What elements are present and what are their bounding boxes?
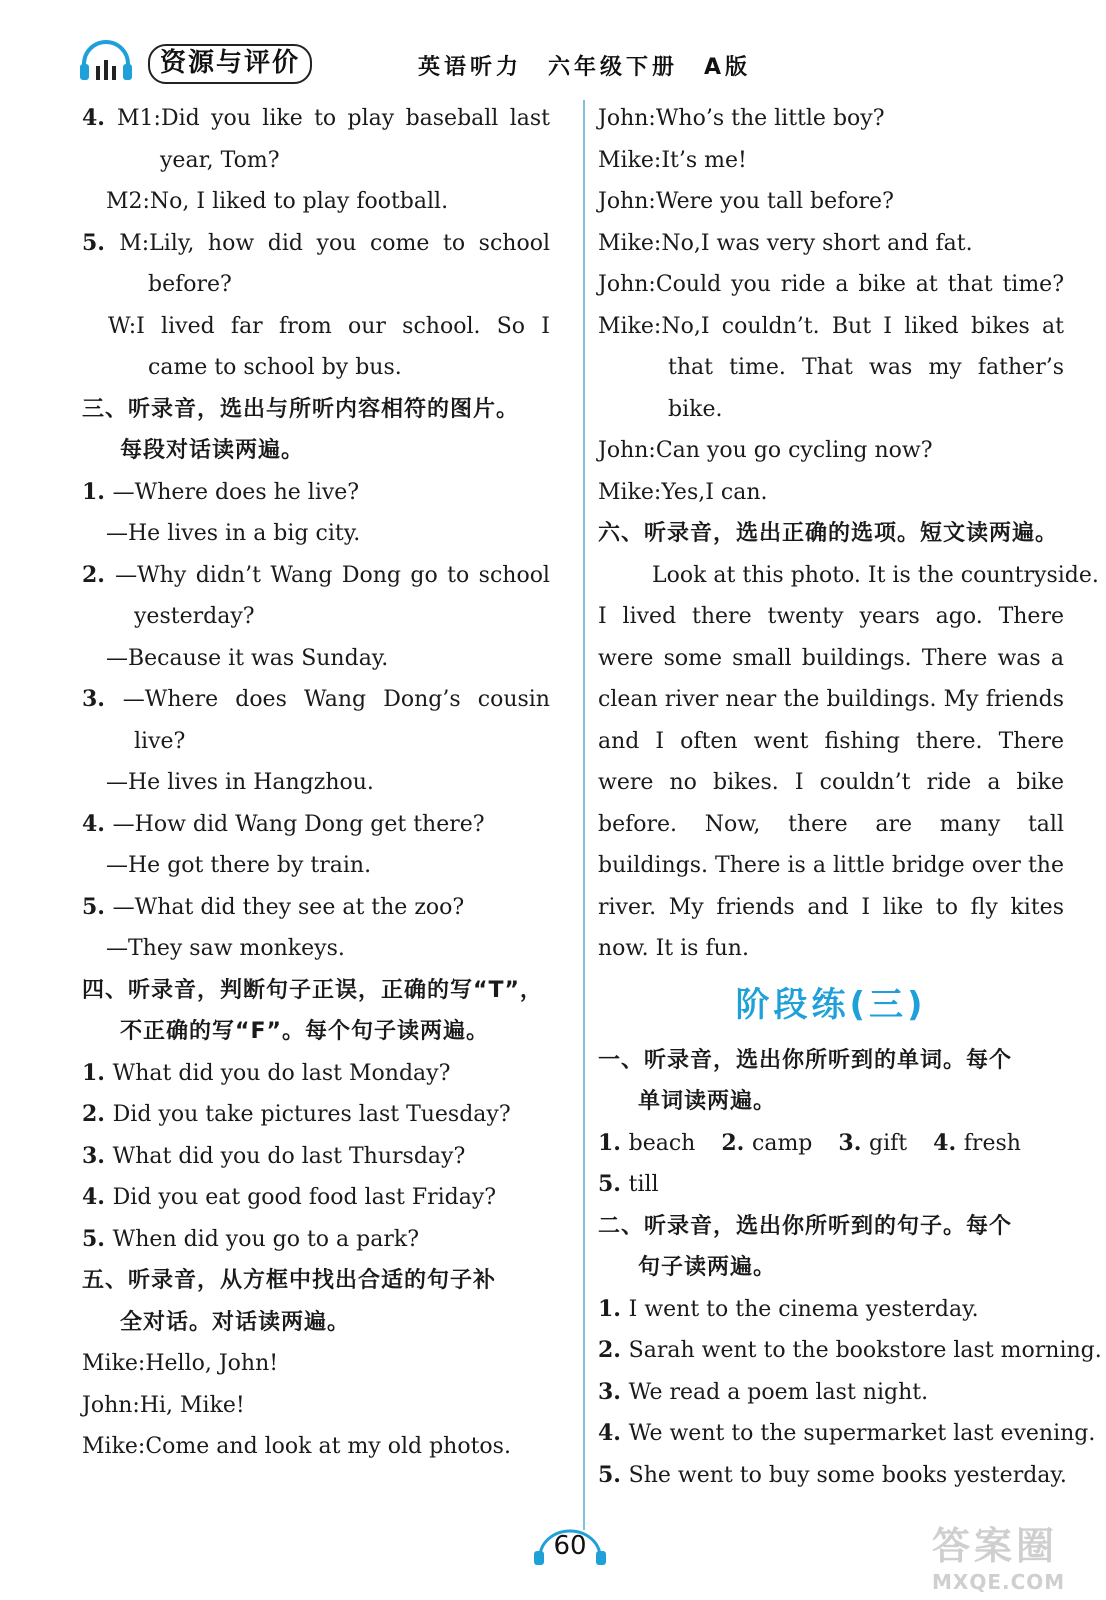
line-text: —Where does he live? — [112, 479, 360, 505]
line-text: —What did they see at the zoo? — [112, 894, 465, 920]
text-line — [82, 140, 550, 182]
page-header — [78, 40, 1038, 86]
line-text: M:Lily, how did you come to school — [119, 230, 550, 256]
left-column — [82, 98, 550, 1468]
line-text: clean river near the buildings. My friends — [598, 687, 1064, 712]
line-content — [598, 679, 1064, 721]
text-line — [598, 98, 1064, 140]
text-line — [598, 638, 1064, 680]
line-content — [598, 148, 747, 173]
line-text: What did you do last Monday? — [112, 1060, 451, 1086]
line-text: We went to the supermarket last evening. — [628, 1421, 1096, 1446]
section-heading: 三、听录音，选出与所听内容相符的图片。 — [82, 396, 520, 422]
line-text: —They saw monkeys. — [106, 936, 345, 961]
numbered-line — [82, 223, 550, 265]
line-content — [598, 480, 768, 505]
word-item: camp — [752, 1130, 813, 1156]
line-text: —Why didn’t Wang Dong go to school — [115, 562, 550, 588]
line-text: John:Were you tall before? — [598, 189, 894, 214]
item-number: 5. — [598, 1461, 629, 1488]
headphones-icon — [78, 40, 134, 84]
watermark-bottom: MXQE.COM — [932, 1570, 1066, 1594]
line-text: were some small buildings. There was a — [598, 645, 1064, 671]
line-content — [82, 1061, 450, 1086]
line-text: —He lives in a big city. — [106, 521, 361, 546]
line-text: were no bikes. I couldn’t ride a bike — [598, 770, 1064, 795]
text-line — [598, 804, 1064, 846]
line-content — [668, 397, 722, 422]
item-number: 4. — [82, 810, 113, 837]
section-heading: 二、听录音，选出你所听到的句子。每个 — [598, 1213, 1013, 1239]
word-item: gift — [869, 1130, 908, 1156]
brand-title: 资源与评价 — [148, 44, 312, 84]
numbered-line — [598, 1164, 1064, 1206]
line-text: buildings. There is a little bridge over the — [598, 853, 1064, 878]
section-heading: 单词读两遍。 — [638, 1089, 777, 1114]
numbered-line — [598, 1455, 1067, 1497]
text-line — [82, 1343, 550, 1385]
line-text: live? — [134, 728, 186, 754]
numbered-line — [598, 1289, 1064, 1331]
numbered-line — [82, 679, 550, 721]
section-heading: 句子读两遍。 — [638, 1255, 777, 1280]
line-text: M2:No, I liked to play football. — [106, 189, 449, 214]
section-heading: 一、听录音，选出你所听到的单词。每个 — [598, 1047, 1013, 1073]
line-content — [598, 1338, 1102, 1363]
line-content — [82, 223, 550, 265]
line-content — [82, 555, 550, 597]
numbered-line — [82, 472, 550, 514]
numbered-line — [82, 98, 550, 140]
line-content — [108, 306, 550, 348]
line-content — [652, 555, 1099, 597]
text-line — [598, 306, 1064, 348]
section-heading: 每段对话读两遍。 — [120, 438, 305, 463]
stage-heading: 阶段练(三) — [735, 984, 927, 1025]
line-content — [134, 729, 185, 754]
text-line — [82, 264, 550, 306]
text-line — [82, 638, 550, 680]
item-number: 1. — [598, 1295, 629, 1322]
line-text: John:Hi, Mike! — [82, 1392, 245, 1418]
line-content — [598, 1421, 1095, 1446]
item-number: 5. — [82, 1225, 113, 1252]
text-line — [598, 389, 1064, 431]
line-text: Sarah went to the bookstore last morning. — [628, 1338, 1102, 1363]
line-content — [82, 1102, 511, 1127]
text-line — [598, 472, 1064, 514]
line-content — [598, 438, 933, 463]
text-line — [598, 887, 1064, 929]
line-content — [598, 1380, 928, 1405]
text-line — [82, 181, 550, 223]
word-item: fresh — [963, 1130, 1021, 1156]
item-number: 3. — [82, 1142, 113, 1169]
line-text: bike. — [668, 396, 723, 422]
line-content — [106, 770, 374, 795]
line-content — [160, 148, 280, 173]
line-content — [598, 596, 1064, 638]
line-text: Mike:Hello, John! — [82, 1351, 279, 1376]
numbered-line — [598, 1413, 1096, 1455]
line-text: Mike:No,I was very short and fat. — [598, 230, 973, 256]
line-content — [106, 853, 371, 878]
item-number: 5. — [82, 229, 120, 256]
section-heading: 全对话。对话读两遍。 — [120, 1309, 351, 1335]
line-text: Did you take pictures last Tuesday? — [112, 1102, 511, 1127]
item-number: 5. — [82, 893, 113, 920]
line-text: John:Could you ride a bike at that time? — [598, 272, 1064, 297]
line-text: Mike:No,I couldn’t. But I liked bikes at — [598, 313, 1064, 339]
numbered-line — [82, 1136, 550, 1178]
word-item: beach — [628, 1130, 696, 1156]
line-content — [668, 347, 1064, 389]
section-heading: 五、听录音，从方框中找出合适的句子补 — [82, 1268, 497, 1293]
line-content — [598, 936, 749, 961]
text-line — [82, 928, 550, 970]
line-content — [598, 638, 1064, 680]
text-line — [598, 555, 1099, 597]
line-content — [598, 1297, 979, 1322]
line-text: I went to the cinema yesterday. — [628, 1296, 979, 1322]
text-line — [598, 721, 1064, 763]
line-content — [598, 762, 1064, 804]
line-text: She went to buy some books yesterday. — [628, 1462, 1067, 1488]
numbered-line — [82, 1053, 550, 1095]
line-content — [598, 721, 1064, 763]
item-number: 1. — [82, 478, 113, 505]
line-content — [598, 264, 1064, 306]
line-text: yesterday? — [134, 604, 255, 629]
line-text: John:Can you go cycling now? — [598, 438, 933, 463]
page-number — [530, 1525, 610, 1565]
line-content — [82, 98, 550, 140]
line-content — [82, 1434, 511, 1459]
line-text: —Where does Wang Dong’s cousin — [122, 687, 550, 712]
item-number: 5. — [598, 1171, 629, 1197]
page-number-text: 60 — [553, 1531, 587, 1561]
line-text: and I often went fishing there. There — [598, 728, 1064, 754]
item-number: 3. — [82, 686, 123, 712]
line-content — [106, 189, 448, 214]
section-heading: 四、听录音，判断句子正误，正确的写“T”， — [82, 977, 543, 1003]
line-text: —He lives in Hangzhou. — [106, 770, 374, 795]
line-text: now. It is fun. — [598, 936, 749, 961]
text-line — [598, 928, 1064, 970]
line-content — [148, 272, 232, 297]
line-content — [106, 646, 388, 671]
line-content — [82, 1185, 496, 1210]
line-content — [598, 306, 1064, 348]
line-content — [106, 936, 345, 961]
item-number: 4. — [82, 1184, 113, 1210]
line-text: What did you do last Thursday? — [112, 1143, 466, 1169]
column-divider — [583, 100, 585, 1530]
line-content — [598, 189, 894, 214]
line-text: —How did Wang Dong get there? — [112, 811, 485, 837]
line-content — [598, 887, 1064, 929]
text-line — [82, 347, 550, 389]
text-line — [598, 679, 1064, 721]
item-number: 2. — [82, 561, 116, 588]
line-text: —He got there by train. — [106, 853, 372, 878]
text-line — [598, 845, 1064, 887]
line-text: Mike:Yes,I can. — [598, 479, 768, 505]
line-text: W:I lived far from our school. So I — [108, 313, 550, 339]
item-number: 4. — [933, 1129, 964, 1156]
item-number: 3. — [838, 1129, 870, 1156]
text-line — [598, 347, 1064, 389]
line-text: that time. That was my father’s — [668, 355, 1064, 380]
text-line — [598, 762, 1064, 804]
numbered-line — [598, 1372, 1064, 1414]
line-text: Look at this photo. It is the countryside. — [652, 562, 1099, 588]
text-line — [82, 762, 550, 804]
text-line — [82, 721, 550, 763]
numbered-line — [82, 1177, 550, 1219]
book-subtitle: 英语听力 六年级下册 A版 — [418, 55, 752, 80]
numbered-line — [82, 804, 550, 846]
item-number: 2. — [82, 1101, 113, 1127]
right-column — [598, 98, 1102, 1496]
line-content — [82, 895, 464, 920]
section-heading: 不正确的写“F”。每个句子读两遍。 — [120, 1019, 489, 1044]
line-text: before. Now, there are many tall — [598, 811, 1064, 837]
item-number: 2. — [598, 1337, 629, 1363]
line-content — [598, 845, 1064, 887]
line-content — [82, 1227, 419, 1252]
line-content — [82, 480, 359, 505]
section-heading: 六、听录音，选出正确的选项。短文读两遍。 — [598, 521, 1059, 546]
item-number: 1. — [598, 1129, 629, 1156]
line-content — [106, 521, 360, 546]
watermark-top: 答案圈 — [932, 1524, 1059, 1568]
numbered-line — [82, 887, 550, 929]
line-text: till — [628, 1172, 659, 1197]
item-number: 4. — [82, 105, 118, 131]
numbered-line — [82, 1094, 550, 1136]
word-list — [598, 1123, 1064, 1165]
line-content — [82, 679, 550, 721]
text-line — [82, 845, 550, 887]
line-content — [82, 1393, 245, 1418]
text-line — [598, 430, 1064, 472]
numbered-line — [82, 1219, 550, 1261]
text-line — [82, 1385, 550, 1427]
text-line — [598, 223, 1064, 265]
text-line — [598, 181, 1064, 223]
line-text: year, Tom? — [160, 147, 280, 173]
text-line — [82, 596, 550, 638]
line-content — [598, 1172, 659, 1197]
text-line — [598, 596, 1064, 638]
line-content — [82, 1351, 278, 1376]
text-line — [82, 306, 550, 348]
line-text: M1:Did you like to play baseball last — [117, 106, 550, 131]
line-text: When did you go to a park? — [112, 1226, 419, 1252]
numbered-line — [82, 555, 550, 597]
line-content — [598, 106, 885, 131]
line-text: river. My friends and I like to fly kites — [598, 894, 1064, 920]
line-content — [598, 1463, 1067, 1488]
text-line — [82, 1426, 550, 1468]
line-content — [134, 604, 255, 629]
line-text: Mike:It’s me! — [598, 147, 747, 173]
line-text: I lived there twenty years ago. There — [598, 604, 1064, 629]
text-line — [82, 513, 550, 555]
text-line — [598, 264, 1064, 306]
line-content — [598, 231, 973, 256]
line-content — [148, 355, 402, 380]
text-line — [598, 140, 1064, 182]
line-text: Mike:Come and look at my old photos. — [82, 1434, 511, 1459]
line-text: before? — [148, 272, 232, 297]
item-number: 3. — [598, 1378, 629, 1405]
line-text: came to school by bus. — [148, 355, 402, 380]
line-text: John:Who’s the little boy? — [598, 106, 885, 131]
item-number: 1. — [82, 1059, 113, 1086]
line-text: Did you eat good food last Friday? — [112, 1185, 497, 1210]
item-number: 4. — [598, 1420, 629, 1446]
line-content — [82, 1144, 465, 1169]
item-number: 2. — [721, 1129, 752, 1156]
line-text: We read a poem last night. — [628, 1379, 929, 1405]
line-content — [598, 804, 1064, 846]
line-text: —Because it was Sunday. — [106, 645, 389, 671]
numbered-line — [598, 1330, 1102, 1372]
line-content — [82, 812, 485, 837]
watermark-logo — [932, 1515, 1092, 1595]
